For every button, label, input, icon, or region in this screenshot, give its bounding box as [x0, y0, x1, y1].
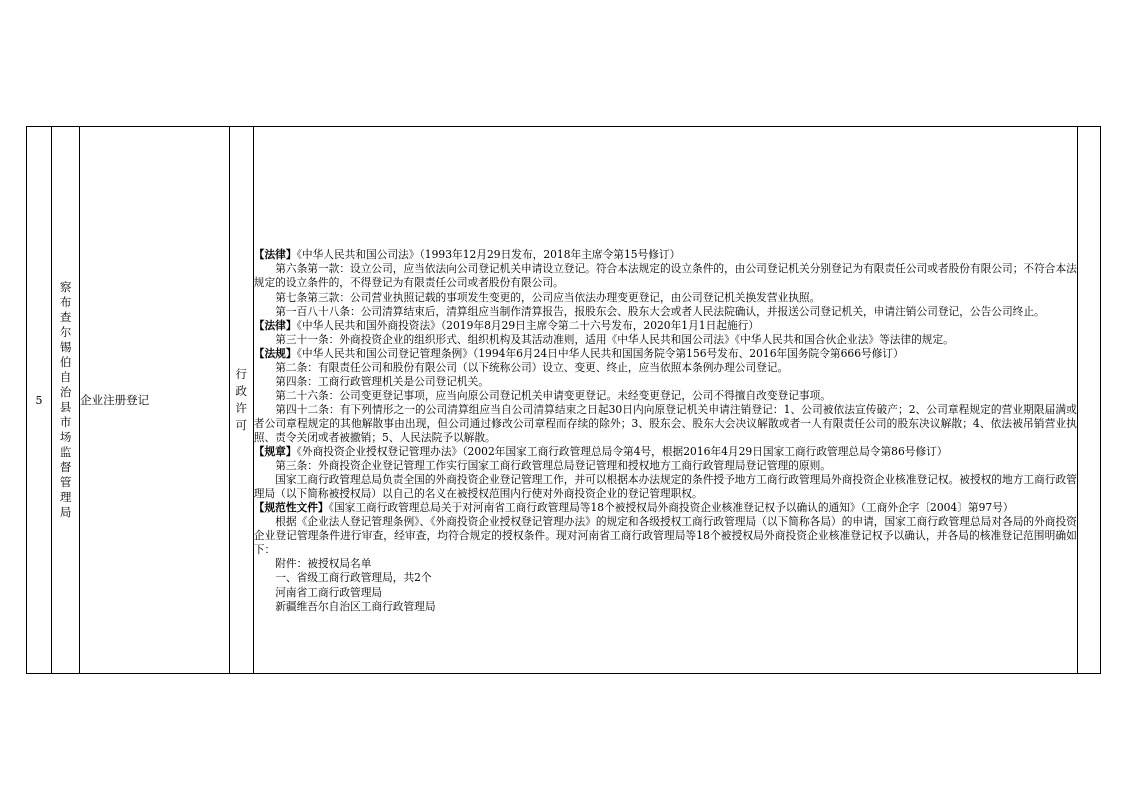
- basis-paragraph: [254, 347, 1077, 361]
- basis-paragraph: [254, 262, 1077, 290]
- basis-text: 国家工商行政管理总局负责全国的外商投资企业登记管理工作，并可以根据本办法规定的条件授予地方工商行政管理局外商投资企业核准登记权。被授权的地方工商行政管理局（以下简称被授权局）以自己的名义在被授权范围内行使对外商投资企业的登记管理职权。: [253, 473, 1077, 501]
- basis-paragraph: [254, 333, 1077, 347]
- basis-text: 一、省级工商行政管理局，共2个: [275, 571, 432, 585]
- basis-text: 《中华人民共和国外商投资法》（2019年8月29日主席令第二十六号发布，2020年1月1日起施行）: [296, 318, 760, 332]
- basis-paragraph: [254, 473, 1077, 501]
- basis-paragraph: [254, 571, 1077, 585]
- basis-paragraph: [254, 501, 1077, 515]
- basis-text: 第六条第一款：设立公司，应当依法向公司登记机关申请设立登记。符合本法规定的设立条件的，由公司登记机关分别登记为有限责任公司或者股份有限公司；不符合本法规定的设立条件的，不得登记为有限责任公司或者股份有限公司。: [253, 262, 1077, 290]
- basis-text: 根据《企业法人登记管理条例》、《外商投资企业授权登记管理办法》的规定和各级授权工商行政管理局（以下简称各局）的申请，国家工商行政管理总局对各局的外商投资企业登记管理条件进行审查，经审查，均符合规定的授权条件。现对河南省工商行政管理局等18个被授权局外商投资企业核准登记权予以确认，并各局的核准登记范围明确如下：: [253, 515, 1077, 557]
- basis-text: 附件：被授权局名单: [275, 557, 372, 571]
- basis-text: 《中华人民共和国公司法》（1993年12月29日发布，2018年主席令第15号修订）: [296, 248, 681, 262]
- basis-text: 第三十一条：外商投资企业的组织形式、组织机构及其活动准则，适用《中华人民共和国公司法》《中华人民共和国合伙企业法》等法律的规定。: [275, 332, 954, 346]
- basis-paragraph: [254, 403, 1077, 445]
- basis-category-tag: 【规范性文件】: [253, 501, 329, 515]
- basis-text: 第四十二条：有下列情形之一的公司清算组应当自公司清算结束之日起30日内向原登记机关申请注销登记：1、公司被依法宣传破产；2、公司章程规定的营业期限届满或者公司章程规定的其他解散事由出现，但公司通过修改公司章程而存续的除外；3、股东会、股东大会决议解散或者一人有限责任公司的股东决议解散；4、依法被吊销营业执照、责令关闭或者被撤销；5、人民法院予以解散。: [253, 402, 1077, 444]
- registration-table: [26, 126, 1101, 674]
- basis-text: 《外商投资企业授权登记管理办法》（2002年国家工商行政管理总局令第4号，根据2016年4月29日国家工商行政管理总局令第86号修订）: [296, 445, 948, 459]
- basis-text: 《国家工商行政管理总局关于对河南省工商行政管理局等18个被授权局外商投资企业核准登记权予以确认的通知》（工商外企字〔2004〕第97号）: [328, 501, 1014, 515]
- basis-paragraph: [254, 389, 1077, 403]
- basis-text: 第二十六条：公司变更登记事项，应当向原公司登记机关申请变更登记。未经变更登记，公司不得擅自改变登记事项。: [275, 388, 831, 402]
- basis-paragraph: [254, 600, 1077, 614]
- table-row: [27, 127, 1101, 674]
- legal-basis-text: [254, 186, 1077, 613]
- basis-paragraph: [254, 459, 1077, 473]
- basis-paragraph: [254, 515, 1077, 557]
- basis-text: 《中华人民共和国公司登记管理条例》（1994年6月24日中华人民共和国国务院令第156号发布、2016年国务院令第666号修订）: [296, 346, 904, 360]
- basis-paragraph: [254, 586, 1077, 600]
- basis-text: 第三条：外商投资企业登记管理工作实行国家工商行政管理总局登记管理和授权地方工商行政管理局登记管理的原则。: [275, 459, 831, 473]
- basis-category-tag: 【法规】: [253, 346, 297, 360]
- legal-basis-cell: [253, 127, 1077, 674]
- basis-paragraph: [254, 375, 1077, 389]
- department-name: 察布查尔锡伯自治县市场监督管理局: [59, 280, 72, 519]
- basis-category-tag: 【规章】: [253, 445, 297, 459]
- department-cell: [52, 127, 80, 674]
- basis-paragraph: [254, 319, 1077, 333]
- basis-text: 第一百八十八条：公司清算结束后，清算组应当制作清算报告，报股东会、股东大会或者人民法院确认，并报送公司登记机关，申请注销公司登记，公告公司终止。: [275, 304, 1045, 318]
- basis-paragraph: [254, 445, 1077, 459]
- basis-text: 第四条：工商行政管理机关是公司登记机关。: [275, 374, 489, 388]
- item-name: 企业注册登记: [80, 127, 230, 674]
- row-number: 5: [27, 127, 52, 674]
- basis-text: 第二条：有限责任公司和股份有限公司（以下统称公司）设立、变更、终止，应当依照本条例办理公司登记。: [275, 360, 789, 374]
- basis-category-tag: 【法律】: [253, 318, 297, 332]
- basis-paragraph: [254, 248, 1077, 262]
- basis-text: 第七条第三款：公司营业执照记载的事项发生变更的，公司应当依法办理变更登记，由公司登记机关换发营业执照。: [275, 290, 821, 304]
- basis-paragraph: [254, 361, 1077, 375]
- type-cell: [229, 127, 253, 674]
- basis-paragraph: [254, 305, 1077, 319]
- basis-category-tag: 【法律】: [253, 248, 297, 262]
- basis-paragraph: [254, 557, 1077, 571]
- remarks-cell: [1077, 127, 1100, 674]
- basis-paragraph: [254, 291, 1077, 305]
- basis-text: 河南省工商行政管理局: [275, 585, 383, 599]
- item-type: 行政许可: [235, 367, 247, 432]
- basis-text: 新疆维吾尔自治区工商行政管理局: [275, 599, 436, 613]
